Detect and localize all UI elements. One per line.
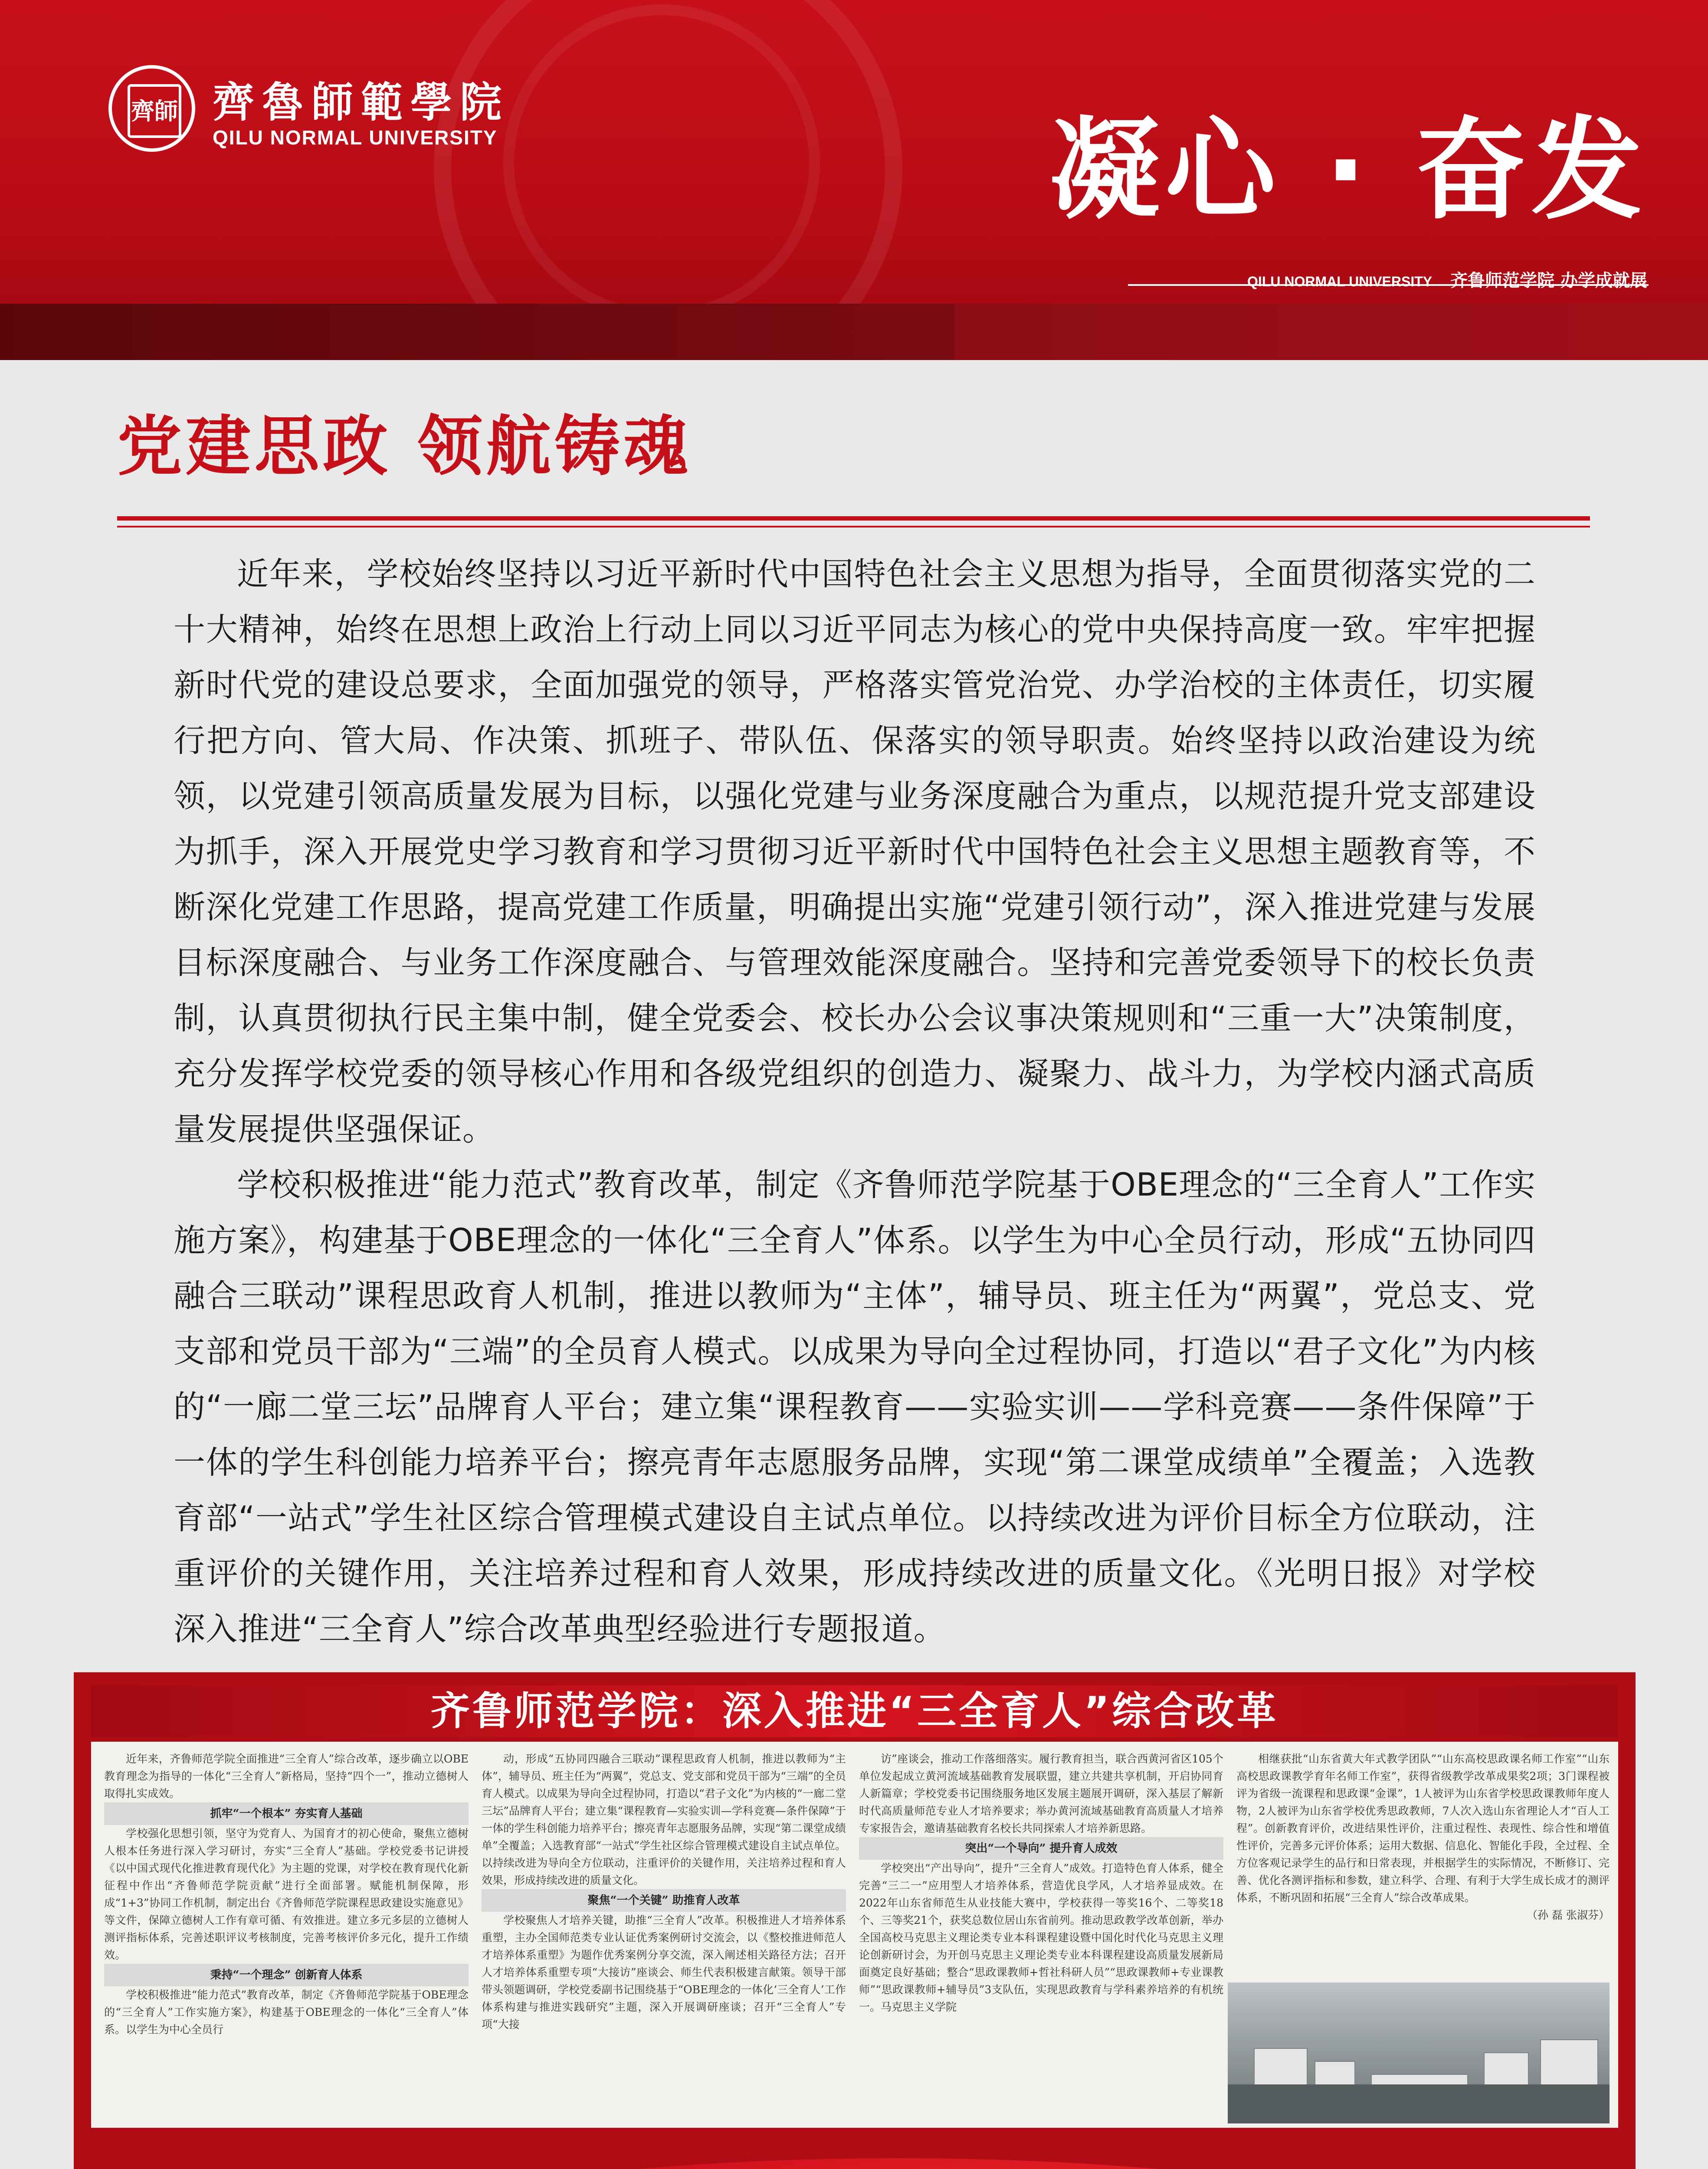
article-column [482, 1750, 846, 2119]
seal-icon [108, 65, 195, 152]
university-logo [108, 65, 542, 161]
seal-text: 齊師 [128, 84, 181, 138]
article-column [859, 1750, 1223, 2119]
header-dark-band [0, 304, 1708, 360]
article-subheading: 聚焦“一个关键” 助推育人改革 [482, 1889, 846, 1912]
header [0, 0, 1708, 304]
article-subheading: 突出“一个导向” 提升育人成效 [859, 1837, 1223, 1860]
article-text: 访”座谈会，推动工作落细落实。履行教育担当，联合西黄河省区105个单位发起成立黄河流域基础教育发展联盟，建立共建共享机制，开启协同育人新篇章；学校党委书记围绕服务地区发展主题展开调研，深入基层了解新时代高质量师范专业人才培养要求；举办黄河流域基础教育高质量人才培养专家报告会，邀请基础教育名校长共同探索人才培养新思路。 [859, 1753, 1223, 1835]
heading-rule-thin [117, 526, 1590, 528]
article-text: 学校聚焦人才培养关键，助推“三全育人”改革。积极推进人才培养体系重塑，主办全国师范类专业认证优秀案例研讨交流会，以《整校推进师范人才培养体系重塑》为题作优秀案例分享交流，深入阐述相关路径方法；召开人才培养体系重塑专项“大接访”座谈会、师生代表积极建言献策。领导干部带头领题调研，学校党委副书记围绕基于“OBE理念的一体化‘三全育人’工作体系构建与推进实践研究”主题，深入开展调研座谈；召开“三全育人”专项“大接 [482, 1914, 846, 2031]
article-text: 学校积极推进“能力范式”教育改革，制定《齐鲁师范学院基于OBE理念的“三全育人”工作实施方案》，构建基于OBE理念的一体化“三全育人”体系。以学生为中心全员行 [104, 1989, 469, 2036]
newspaper-clipping [74, 1672, 1636, 2169]
heading-rule [117, 516, 1590, 521]
article-text: 相继获批“山东省黄大年式教学团队”“山东高校思政课名师工作室”“山东高校思政课教学育年名师工作室”，获得省级教学改革成果奖2项；3门课程被评为省级一流课程和思政课“金课”，1人被评为山东省学校思政课教师年度人物，2人被评为山东省学校优秀思政教师，7人次入选山东省理论人才“百人工程”。创新教育评价，改进结果性评价，注重过程性、表现性、综合性和增值性评价，完善多元评价体系；运用大数据、信息化、智能化手段，全过程、全方位客观记录学生的品行和日常表现，并根据学生的实际情况，不断修订、完善、优化各测评指标和参数，建立科学、合理、有利于大学生成长成才的测评体系，不断巩固和拓展“三全育人”综合改革成果。 [1236, 1753, 1610, 1904]
red-swoosh [74, 2158, 1636, 2169]
main-title: 凝心 · 奋发 [1049, 106, 1647, 235]
article-text: 学校突出“产出导向”，提升“三全育人”成效。打造特色育人体系，健全完善“三二一”应用型人才培养体系，营造优良学风，人才培养显成效。在2022年山东省师范生从业技能大赛中，学校获得一等奖16个、二等奖18个、三等奖21个，获奖总数位居山东省前列。推动思政教学改革创新，举办全国高校马克思主义理论类专业本科课程建设暨中国化时代化马克思主义理论创新研讨会，为开创马克思主义理论类专业本科课程建设高质量发展新局面奠定良好基础；整合“思政课教师+哲社科研人员”“思政课教师+专业课教师”“思政课教师+辅导员”3支队伍，实现思政教育与学科素养培养的有机统一。马克思主义学院 [859, 1862, 1223, 2013]
clipping-banner: 齐鲁师范学院：深入推进“三全育人”综合改革 [91, 1685, 1618, 1737]
section-body [174, 547, 1536, 1657]
tree-line [1228, 2084, 1610, 2123]
school-name-cn: 齊魯師範學院 [213, 78, 509, 127]
article-text: 学校强化思想引领，坚守为党育人、为国育才的初心使命，聚焦立德树人根本任务进行深入学习研讨，夯实“三全育人”基础。学校党委书记讲授《以中国式现代化推进教育现代化》为主题的党课，对学校在教育现代化新征程中作出“齐鲁师范学院贡献”进行全面部署。赋能机制保障，形成“1+3”协同工作机制，制定出台《齐鲁师范学院课程思政建设实施意见》等文件，保障立德树人工作有章可循、有效推进。建立多元多层的立德树人测评指标体系，完善述职评议考核制度，完善考核评价多元化，提升工作绩效。 [104, 1827, 469, 1961]
article-subheading: 秉持“一个理念” 创新育人体系 [104, 1964, 469, 1986]
paragraph: 近年来，学校始终坚持以习近平新时代中国特色社会主义思想为指导，全面贯彻落实党的二十大精神，始终在思想上政治上行动上同以习近平同志为核心的党中央保持高度一致。牢牢把握新时代党的建设总要求，全面加强党的领导，严格落实管党治党、办学治校的主体责任，切实履行把方向、管大局、作决策、抓班子、带队伍、保落实的领导职责。始终坚持以政治建设为统领，以党建引领高质量发展为目标，以强化党建与业务深度融合为重点，以规范提升党支部建设为抓手，深入开展党史学习教育和学习贯彻习近平新时代中国特色社会主义思想主题教育等，不断深化党建工作思路，提高党建工作质量，明确提出实施“党建引领行动”，深入推进党建与发展目标深度融合、与业务工作深度融合、与管理效能深度融合。坚持和完善党委领导下的校长负责制，认真贯彻执行民主集中制，健全党委会、校长办公会议事决策规则和“三重一大”决策制度，充分发挥学校党委的领导核心作用和各级党组织的创造力、凝聚力、战斗力，为学校内涵式高质量发展提供坚强保证。 [174, 556, 1536, 1148]
paragraph: 学校积极推进“能力范式”教育改革，制定《齐鲁师范学院基于OBE理念的“三全育人”工作实施方案》，构建基于OBE理念的一体化“三全育人”体系。以学生为中心全员行动，形成“五协同四融合三联动”课程思政育人机制，推进以教师为“主体”，辅导员、班主任为“两翼”，党总支、党支部和党员干部为“三端”的全员育人模式。以成果为导向全过程协同，打造以“君子文化”为内核的“一廊二堂三坛”品牌育人平台；建立集“课程教育——实验实训——学科竞赛——条件保障”于一体的学生科创能力培养平台；擦亮青年志愿服务品牌，实现“第二课堂成绩单”全覆盖；入选教育部“一站式”学生社区综合管理模式建设自主试点单位。以持续改进为评价目标全方位联动，注重评价的关键作用，关注培养过程和育人效果，形成持续改进的质量文化。《光明日报》对学校深入推进“三全育人”综合改革典型经验进行专题报道。 [174, 1166, 1536, 1648]
article-column [104, 1750, 469, 2119]
exhibition-subtitle [1247, 267, 1647, 292]
subtitle-en: QILU NORMAL UNIVERSITY [1247, 274, 1433, 289]
subtitle-cn: 齐鲁师范学院 办学成就展 [1450, 271, 1647, 291]
article-text: 近年来，齐鲁师范学院全面推进“三全育人”综合改革，逐步确立以OBE教育理念为指导的一体化“三全育人”新格局，坚持“四个一”，推动立德树人取得扎实成效。 [104, 1753, 469, 1800]
article-column [1236, 1750, 1610, 1976]
campus-photo [1228, 1982, 1610, 2123]
section-heading: 党建思政 领航铸魂 [117, 409, 692, 485]
article-subheading: 抓牢“一个根本” 夯实育人基础 [104, 1802, 469, 1825]
article-text: 动，形成“五协同四融合三联动”课程思政育人机制，推进以教师为“主体”，辅导员、班主任为“两翼”，党总支、党支部和党员干部为“三端”的全员育人模式。以成果为导向全过程协同，打造以“君子文化”为内核的“一廊二堂三坛”品牌育人平台；建立集“课程教育—实验实训—学科竞赛—条件保障”于一体的学生科创能力培养平台；擦亮青年志愿服务品牌，实现“第二课堂成绩单”全覆盖；入选教育部“一站式”学生社区综合管理模式建设自主试点单位。以持续改进为导向全方位联动，注重评价的关键作用，关注培养过程和育人效果，形成持续改进的质量文化。 [482, 1753, 846, 1887]
school-name-en: QILU NORMAL UNIVERSITY [213, 126, 498, 149]
newspaper-page [91, 1742, 1618, 2128]
article-author: （孙 磊 张淑芬） [1527, 1909, 1610, 1921]
